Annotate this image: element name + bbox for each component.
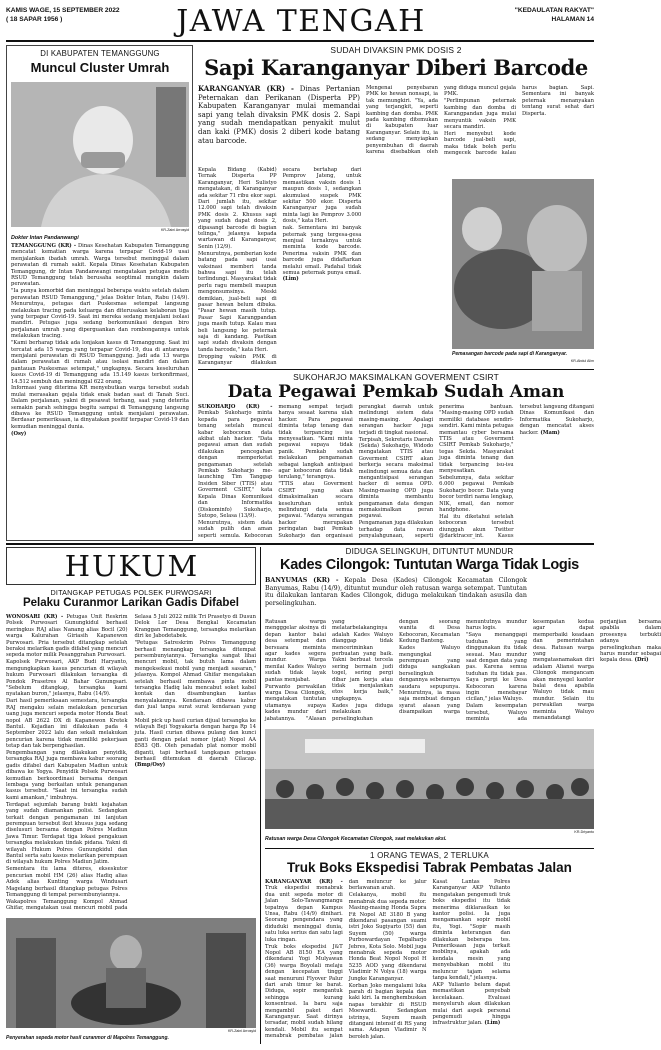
umrah-kicker: DI KABUPATEN TEMANGGUNG — [40, 49, 160, 58]
issue-date: KAMIS WAGE, 15 SEPTEMBER 2022 — [6, 7, 120, 14]
umrah-caption: Dokter Intan Pandanwangi — [11, 235, 79, 241]
pmk-caption: Pemasangan barcode pada sapi di Karanganyar. — [452, 351, 568, 357]
pmk-body — [198, 167, 446, 367]
cilongok-body-right — [533, 577, 594, 727]
curanmor-paragraph: Sementara itu lama diteres, ekseskutor pencurian mobil HM (26) alias Hadiq alias Adek alias Kunting warga Windusari Magelang berhasil ditangkap petugas Polres Temanggung di tempat persembunyiannya. — [6, 866, 128, 898]
umrah-paragraph: TEMANGGUNG (KR) - Dinas Kesehatan Kabupaten Temanggung mencatat kematian warga karena terpapar Covid-19 usai menjalankan ibadah umrah. Warga tersebut meninggal dalam perawatan di rumah sakit. Kepala Dinas Kesehatan Kabupaten Temanggung, dr Intan Pandanwangi mengatakan petugas medis RSUD Temanggung telah berusaha seoptimal mungkin dalam perawatan. — [11, 243, 189, 288]
umrah-title: Muncul Cluster Umrah — [30, 60, 170, 75]
article-csirt — [198, 372, 594, 540]
csirt-paragraph: Sebelumnya, data sekitar 6.000 pegawai Pemkab Sukoharjo bocor. Data yang bocor terdiri nama lengkap, NIK, email, dan nomor handphone. — [439, 474, 514, 513]
protest-crowd-image — [265, 729, 594, 829]
cilongok-paragraph: Ratusan warga mengggelar aksinya di depan kantor balai desa setempat dan bersuara meminta agar kades segera mundur. Warga menilai Kades Waluyo sudah tidak layak pantas menjabat. — [265, 619, 326, 683]
cilongok-paragraph: Purwanto perwakilan warga Desa Cilongok, mengatakan tuntutan utamanya supaya kades mundur dari jabatannya. "Alasan yang melatarbelakanginya adalah Kades Waluyo dianggap tidak menceriminkan perbuatan yang baik. Yakni berbuat tercela sering bermain judi togel, sering pergi dibar jam kerja atau tidak menjalankan etos kerja baik," ungkapnya. — [265, 619, 393, 722]
csirt-body — [198, 404, 594, 540]
article-umrah — [6, 45, 193, 541]
motto: "KEDAULATAN RAKYAT" — [514, 7, 594, 14]
article-cilongok — [265, 547, 661, 847]
pmk-paragraph: Kepala Bidang (Kabid) Ternak Disperta PP Karanganyar, Heri Sulistyo mengatakan, di Karanganyar ada sekitar 71 ribu ekor sapi. Dari jumlah itu, sekitar 12.000 sapi telah divaksin PMK dosis 2. Khusus sapi yang sudah dapat dosis 2, dipasangi barcode di bagian telinga," jelasnya kepada wartawan di Karanganyar, Senin (12/9). — [198, 167, 277, 250]
cilongok-body — [265, 619, 661, 725]
truk-paragraph: KARANGANYAR (KR) - Truk ekspedisi menabrak dua unit sepeda motor di Jalan Solo-Tawangmangu tepatnya depan Kampus Unsa, Rabu (14/9) dinihari. Seorang pengendara yang diduduki meninggal dunia, satu luka serius dan satu lagi luka ringan. — [265, 879, 343, 943]
cilongok-paragraph: Kades Waluyo mengungkal perempuan yang diduga sangkakan berselingkuh dengannya sebenarnya saudara sepupunya. Menurutnya, ia masa saja membuat dengan syarat alasan yang disampaikan warga menuntutnya mundur harus logis. — [399, 619, 527, 716]
cilongok-paragraph: "Saya menanggapi tuduhan yang dinggunakan itu tidak sesuai. Mau mundur saat dengan data yang pas. Karena semua tuduhan itu tidak pas. Saya pergi ke Desa Kebocoran karena ingin menebayar cicilan," jelas Waluyo. — [466, 632, 527, 703]
header-bar — [6, 4, 594, 40]
doctor-portrait-image — [11, 82, 189, 227]
csirt-paragraph: Hal itu diketahui setelah kebocoran tersebut diunggah akun Twitter @darktracer_int. Kasus tersebut langsung ditangani Dinas Komunikasi dan Informatika Sukoharjo, dengan mencatat akses hacker. (Mam) — [439, 404, 594, 540]
pmk-lead: KARANGANYAR (KR) - Dinas Pertanian Peternakan dan Perikanan (Disperta PP) Kabupaten Karanganyar mulai memandai sapi yang telah divaksin PMK dosis 2. Sapi yang sudah mendapatkan penyakit mulut dan kaki (PMK) dosis 2 diberi kode batang atau barcode. — [198, 84, 360, 145]
truk-kicker: 1 ORANG TEWAS, 2 TERLUKA — [370, 851, 489, 860]
truk-paragraph: AKP Yulianto belum dapat memastikan penyebab kecelakaan. Evaluasi menyeluruh akan dilakukan mulai dari aspek personal pengemudi hingga infrastruktur jalan. (Lim) — [432, 982, 511, 1027]
issue-sapar: ( 18 SAPAR 1956 ) — [6, 16, 63, 23]
cilongok-lead — [265, 577, 527, 608]
masthead: JAWA TENGAH — [176, 4, 426, 39]
page-number: HALAMAN 14 — [551, 16, 594, 23]
umrah-paragraph: "Kami berharap tidak ada lonjakan kasus di Temanggung. Saat ini tercatat ada 15 warga yang terpapar Covid-19, dua di antaranya menjalani perawatan di RSUD Temanggung. Jadi ada 13 warga dalam perawatan di rumah atau isolasi mandiri dan dalam pantauan Puskesmas setempat," ungkapnya. Secara keseluruhan kasus Covid-19 di Temanggung ada 15.149 kasus terkonfirmasi, 14.512 sembuh dan meninggal 622 orang. — [11, 340, 189, 385]
csirt-paragraph: "TTIS atau Goverment CSIRT yang akan dimaksimalkan secara keseluruhan untuk melindungi data semua pegawai. "Adanya serangan hacker merupakan peringatan bagi Pemkab Sukoharjo dan organisasi perangkat daerah untuk melindungi sistem data masing-masing. Apalagi serangan hacker juga terjadi di tingkat nasional. — [278, 404, 434, 539]
article-truk — [265, 851, 594, 1044]
curanmor-paragraph: Mobil pick up hasil curian dijual tersangka ke wilayah Beji Yogyakarta dengan harga Rp 14 juta. Hasil curian dibawa pulang dan kunci ganti dengan pelat nomor (plat) Nopol AA 8583 QB. Oleh penadah plat nomor mobil diganti, tapi berhasil tangkapan petugas berhasil ditemukan di daerah Cilacap. (Bmp/Osy) — [134, 717, 256, 769]
curanmor-body — [6, 614, 256, 914]
cilongok-lead: BANYUMAS (KR) - Kepala Desa (Kades) Cilongok Kecamatan Cilongok Banyumas, Rabu (14/9), dituntut mundur oleh ratusan warga setempat. Tuntutan itu dilakukan lantaran Kades Cilongok, diduga melakukan tindakan asusila dan perselingkuhan. — [265, 577, 527, 607]
cilongok-credit: KR-Driyanto — [574, 830, 594, 834]
pmk-paragraph: Mengenai penyebaran PMK ke hewan nonsapi, ia tak memungkiri. "Ya, ada yang terjangkit, seperti kambing dan domba. PMK pada kambing ditemukan di kabupaten luar Karanganyar. Selain itu, ia sedang menyiapkan penyembuhan di daerah karena disebabkan oleh yang diduga muncul gejala PMK. — [366, 85, 516, 156]
divider-vertical — [260, 547, 261, 1044]
curanmor-title: Pelaku Curanmor Larikan Gadis Difabel — [22, 597, 239, 609]
truk-title: Truk Boks Ekspedisi Tabrak Pembatas Jalan — [287, 860, 572, 875]
pmk-kicker: SUDAH DIVAKSIN PMK DOSIS 2 — [330, 45, 462, 55]
curanmor-credit: KR-Zaini Arrosyid — [228, 1029, 256, 1033]
curanmor-paragraph: Terdapat sejumlah barang bukti kejahatan yang sudah diamankan polisi. Sedangkan terkait dengan pengamanan ini lanjutan perempuan tersebut ikut khusus juga sedang diselusuri bersama dengan Polres Madiun Jawa Timur. Terdapat tiga lokasi pengakuan tersangka melakukan tindak pidana. Yakni di wilayah Hukum Polres Gunungkidul dan Bantul serta satu kasus melarikan perempuan di wilayah hukum Polres Madiun Jatim. — [6, 801, 128, 866]
pmk-paragraph: "Perlimpunan peternak kambing dan domba di Karangpandan juga mulai menyuntik vaksin PMK secara mandiri. — [444, 98, 516, 130]
hukum-banner — [6, 547, 256, 585]
csirt-paragraph: Pengamanan juga dilakukan terhadap data rawan penyalahgunaan, seperti penerima bantuan. "Masing-masing OPD sudah memiliki database sendiri-sendiri. Kami minta petugas memantau cyber bersama TTIS atau Goverment CSIRT Pemkab Sukoharjo," tegas Sekda. Masyarakat juga diminta tenang dan tidak terpancing isu-isu menyesatkan. — [358, 404, 514, 540]
article-pmk — [198, 45, 594, 367]
divider-2 — [6, 543, 594, 545]
pmk-photo — [452, 179, 594, 349]
cilongok-photo — [265, 729, 594, 829]
curanmor-caption: Penyerahan sepeda motor hasil curanmor di Mapolres Temanggung. — [6, 1035, 169, 1041]
curanmor-kicker: DITANGKAP PETUGAS POLSEK PURWOSARI — [50, 588, 212, 597]
csirt-paragraph: Menurutnya, sistem data sudah pulih dan aman seperti semula. Kebocoran memang sempat terjadi hanya sesaat karena ulah hacker. Para pegawai diminta tetap tenang dan tidak terpancing isu menyesatkan. "Kami minta pegawai supaya tidak panik. Pemkab sudah melakukan pengamanan sebagai langkah antisipasi agar kebocoran data tidak terulang," terangnya. — [198, 404, 353, 539]
csirt-title: Data Pegawai Pemkab Sudah Aman — [227, 382, 565, 402]
pmk-paragraph: nak. Sementara ini banyak peternak yang tergesa-gesa menjual ternaknya untuk meminta kode barcode. Penerima vaksin PMK dan barcode juga didaftarkan melalui email. Padahal tidak semua peternak punya email. (Lim) — [282, 225, 362, 283]
csirt-kicker: SUKOHARJO MAKSIMALKAN GOVERMENT CSIRT — [293, 372, 499, 382]
umrah-photo — [11, 82, 189, 227]
curanmor-paragraph: "Petugas Satreskrim Polres Temanggung berhasil menangkap tersangka ditempat persembunyiannya. Tersangka sangat lihai mencuri mobil, tak butuh lama dalam mengeksekusi mobil yang menjadi sasaran," jelasnya. Kompol Ahmad Ghifar mengatakan setelah berhasil membawa pinta mobil tersangka Hadiq lalu mencabut soket kabel kontak dan disambungkan kantas menyalakannya. Kendaraan dibawa kabur dan jual tanpa surat surat kendaraan yang sah. — [134, 640, 256, 717]
csirt-paragraph: Terpisah, Sekretaris Daerah (Sekda) Sukoharjo, Widodo mengatakan TTIS atau Goverment CSIRT akan berkerja secara maksimal melindungi semua data dan mengantisipasi serangan hacker di semua OPD. Masing-masing OPD juga diminta membantu pengamanan data dengan memaksimalkan peran pegawai. — [358, 436, 434, 520]
umrah-paragraph: Informasi yang diterima KR menyebutkan warga tersebut sudah mulai merasakan gejala tidak enak badan saat di Tanah Suci. Dalam perjalanan, yakni di pesawat terbang, saat yang deterita semakin parah sehingga begitu sampai di Temanggung langsung dibawa ke RSUD Temanggung untuk menjalani perawatan. Berdasar pemeriksaan, ia dinyatakan positif terpapar Covid-19 dan kemudian meninggal dunia. — [11, 385, 189, 430]
curanmor-paragraph: Pengembangan yang dilakukan penyidik, tersangka RAJ juga membawa kabur seorang gadis difabel dari Kabupaten Madiun untuk dibawa ke Yogya. Penyidik Polsek Purwosari kemudian berkoordinasi bersama dengan lembaga yang berkaitan untuk penanganan kasus tersebut. "Saat ini tersangka sudah kami amankan," imbuhnya. — [6, 750, 128, 801]
pmk-credit: KR-Abdul Alim — [570, 359, 594, 363]
truk-paragraph: Celakanya, mobil itu menabrak dua sepeda motor. Masing-masing Honda Supra Fit Nopol AE 3180 B yang dikendarai pasangan suami istri Joko Sugiyarto (55) dan Suyem (50) warga Purbowardayan Tegalharjo Jebres, Kota Solo. Mobil juga menabrak sepeda motor Honda Beat Nopol Nopol H 5235 AOD yang dikendarai Vladimir N Volya (18) warga Jungke Karanganyar. — [348, 892, 427, 982]
header-rule — [6, 40, 594, 42]
divider-3 — [265, 848, 594, 849]
pmk-paragraph: Dropping vaksin PMK di Karanganyar dilakukan secara bertahap dari Pemprov Jateng, untuk memastikan vaksin dosis 1 maupun dosis 1, sedangkan akumulasi suspek PMK sekitar 500 ekor. Disperta Karanganyar juga sudah minta lagi ke Pemprov 3.000 dosis," kata Heri. — [198, 167, 362, 367]
pmk-lead — [198, 85, 360, 146]
cilongok-title: Kades Cilongok: Tuntutan Warga Tidak Logis — [280, 557, 579, 573]
cilongok-kicker: DIDUGA SELINGKUH, DITUNTUT MUNDUR — [345, 547, 514, 556]
curanmor-photo — [6, 918, 256, 1028]
truk-paragraph: Truk boks ekspedisi J&T Nopol AB 8150 EA yang dikendarai Yogi Mulyawan (36) warga Boyolali melaju dengan kecepatan tinggi saat menuruni Flyover Palur dari arah timur ke barat. Diduga, sopir mengantuk sehingga kurang konsentrasi. Ia baru saja mengambil paket dari Karanganyar. Saat dirinya tersadar, mobil sudah hilang kendali. Mobil itu sempat menabrak pembatas jalan dan meluncur ke jalur berlawanan arah. — [265, 879, 427, 1040]
cilongok-paragraph: Dalam kesempatan tersebut, Waluyo meminta ada kesempatan kedua agar dapat memperbaiki keadaan dan pemerintahan desa. Ratusan warga yang mengatasnamakan diri adalam Aliansi warga Cilongok mengancam akan menyegel kantor balai desa apabila Waluyo tidak mau mundur. Selain itu perwakilan warga meminta Waluyo menandatangi perjanjian bersama apabila dalam prosesnya terbukti adanya perselingkuhan maka harus mundur sebagai kepala desa. (Dri) — [466, 619, 661, 723]
truk-paragraph: Kasat Lantas Polres Karanganyar AKP Yulianto mengatakan pengemudi truk boks ekspedisi itu tidak menerima diklarasikan ke kantor polisi. Ia juga mengamankan sopir mobil itu, Yogi. "Sopir masih diminta keterangan dan dilakukan beberapa tes. Pemeriksaan juga terkait mobilnya, apakah ada kendala mesin yang menyebabkan mobil itu meluncur tajam selama tanpa kendali," jelasnya. — [432, 879, 511, 982]
cilongok-caption: Ratusan warga Desa Cilongok Kecamatan Cilongok, saat melakukan aksi. — [265, 836, 447, 842]
csirt-paragraph: SUKOHARJO (KR) - Pemkab Sukoharjo minta kepada para pegawai tenang setelah muncul kabar kebocoran data akibat ulah hacker. "Data pegawai aman dan sudah dilakukan pencegahan dengan memperketat pengamanan setelah Pemkab Sukoharjo me-launching Tim Tanggap Insiden Siber (TTIS) atau Goverment CSIRT," kata Kepala Dinas Komunikasi dan Informatika (Diskominfo) Sukoharjo, Sutopo, Selasa (13/9). — [198, 404, 273, 519]
curanmor-paragraph: Kapolsek Purwosari, AKP Budi Haryanto, mengungkapkan kasus pencurian di wilayah hukum Purwosari dilakukan tersangka di Pondok Prasetres Al Bahar Gunungsari. "Sebelum ditangkap, tersangka kami nyatakan buron," jelasnya, Rabu (14/9). — [6, 659, 128, 698]
pmk-paragraph: Menurutnya, pemberian kode batang pada sapi usai vaksinasi memberi tanda bahwa sapi itu telah terlindungi. Masyarakat tidak perlu ragu membeli maupun mengonsumsinya. Meski demikian, jual-beli sapi di pasar hewan belum dibuka. "Pasar hewan masih tutup. Pasar Sapi Karangpandan juga masih tutup. Kalau mau beli langsung ke peternak saja di kandang. Pastikan sapi sudah divaksin dengan tanda barcode," kata Heri. — [198, 250, 277, 353]
umrah-paragraph: (Osy) — [11, 430, 27, 437]
curanmor-paragraph: WONOSARI (KR) - Petugas Unit Reskrim Polsek Purwosari Gunungkidul berhasil meringkus RAJ alias Nanang alias Bocil (20) warga Kalurahan Giriasih Kapanewon Purwosari. Pria tersebut ditangkap setelah beraksi melarikan gadis difabel yang mencuri sepeda motor milik Pesanggrahan Purwosari. — [6, 614, 128, 659]
curanmor-paragraph: Wakapolres Temanggung Kompol Ahmad Ghifar, mengatakan usai mencuri mobil pada Selasa 5 Juli 2022 milik Tri Prasetyo di Dusun Delok Lor Desa Bengkal Kecamatan Kranggan Temanggung, tersangka melarikan diri ke Jabodetabek. — [6, 614, 256, 912]
pmk-body-right — [366, 85, 594, 161]
truk-body — [265, 879, 594, 1044]
pmk-paragraph: Heri menyebut kode barcode jual-beli sapi, maka tidak boleh perlu mengecek barcode kalau harus bagian. Sapi. Sementara ini banyak peternak menanyakan tentang surat sehat dari Disperta. — [444, 85, 594, 157]
curanmor-paragraph: Dari hasil pemeriksaan semestara, tersangka RAJ mengaku selain melakukan pencurian uang juga mencuri sepeda motor Honda Beat nopol AB 2622 DX di Kapanewon Kretek Bantul. Kejadian ini dilakukan pada 4 September 2022 lalu dan sekali melakukan pencurian karena tidak memiliki pekerjaan tetap dan tak berpenghasilan. — [6, 698, 128, 750]
article-curanmor — [6, 588, 256, 1044]
cilongok-paragraph: Kades juga diduga melakukan perselingkuhan dengan seorang wanita di Desa Kebocoran, Kecamatan Kedung Banteng. — [332, 619, 460, 722]
umrah-credit: KR-Zaini Arrosyid — [161, 228, 189, 232]
divider-1 — [198, 369, 594, 370]
hukum-banner-label: HUKUM — [64, 549, 200, 583]
truk-paragraph: Korban Joko mengalami luka parah di bagian kepala dan kaki kiri. Ia menghembuskan napas terakhir di RSUD Moewardi. Sedangkan istrinya, Suyem masih ditangani intensif di RS yang sama. Adapun Vladimir N beroleh jalan. — [348, 982, 427, 1040]
police-motorcycle-image — [6, 918, 256, 1028]
cattle-barcode-image — [452, 179, 594, 349]
umrah-body — [11, 243, 189, 438]
umrah-paragraph: "Ia punya komorbid dan meninggal beberapa waktu setelah dalam perawatan RSUD Temanggung," jelas Dokter Intan, Rabu (14/9). Menurutnya, petugas dari Puskesmas setempat langsung melakukan tracing pada keluarga dan diterusakan kelaboran tiga yang terpapar Covid-19. Saat ini mereka sedang menjalani isolasi mandiri. Petugas juga sedang berkomunikasi dengan biro perjalanan umrah yang diperguankan dan rombongannya untuk melakukan tracing. — [11, 288, 189, 340]
pmk-title: Sapi Karanganyar Diberi Barcode — [204, 55, 588, 80]
